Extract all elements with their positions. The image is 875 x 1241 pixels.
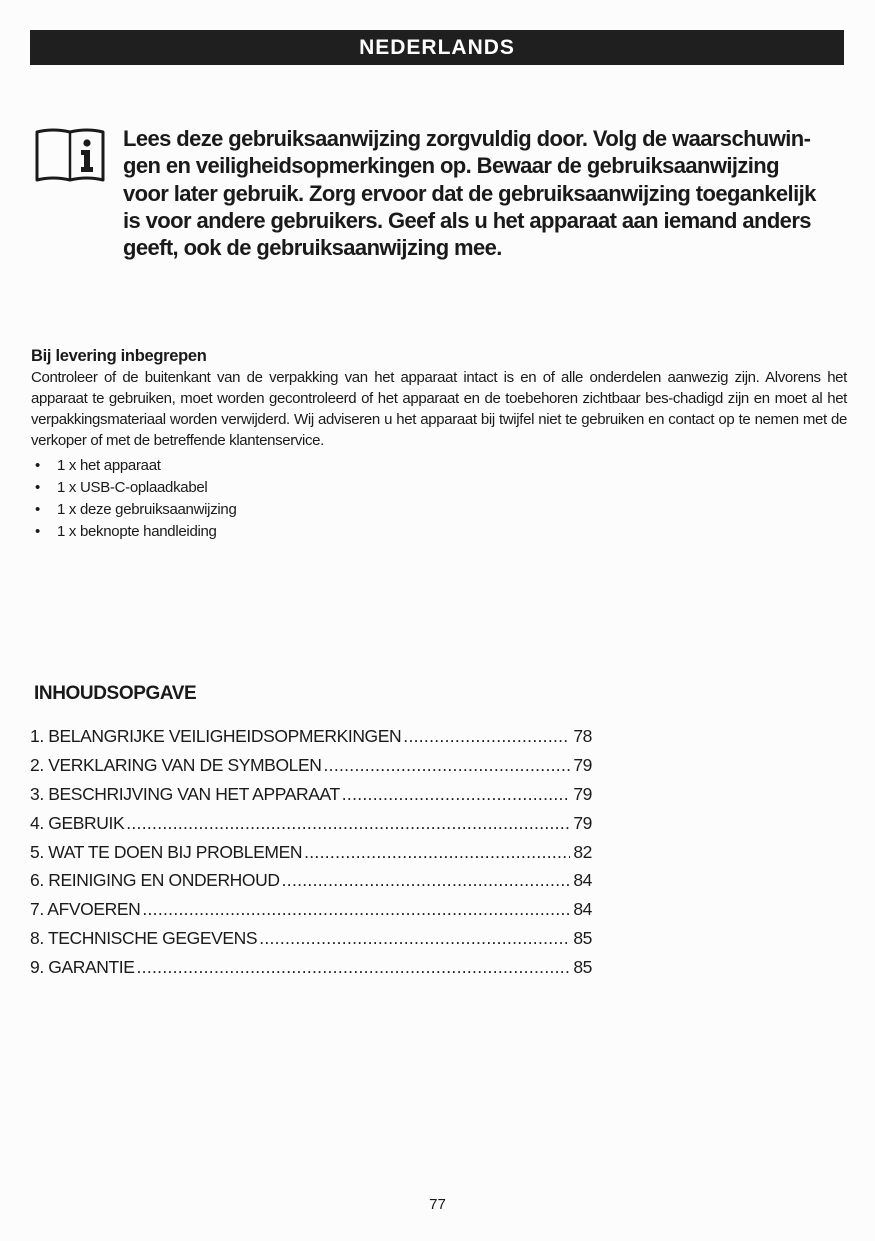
toc-entry[interactable]	[30, 928, 592, 957]
notice-line: voor later gebruik. Zorg ervoor dat de gebruiksaanwijzing toegankelijk	[123, 180, 816, 206]
toc-entry-label: 1. BELANGRIJKE VEILIGHEIDSOPMERKINGEN	[30, 726, 402, 746]
included-body: Controleer of de buitenkant van de verpakking van het apparaat intact is en of alle onderdelen aanwezig zijn. Alvorens het apparaat te gebruiken, moet worden gecontroleerd of het apparaat en de toebehoren zichtbaar bes-chadigd zijn en moet al het verpakkingsmateriaal worden verwijderd. Wij adviseren u het apparaat bij twijfel niet te gebruiken en contact op te nemen met de verkoper of met de betreffende klantenservice.	[31, 369, 847, 449]
language-header	[30, 30, 844, 65]
toc-entry-label: 3. BESCHRIJVING VAN HET APPARAAT	[30, 783, 340, 804]
notice-text	[123, 125, 849, 261]
bullet-icon: •	[35, 501, 40, 518]
item-label: 1 x deze gebruiksaanwijzing	[57, 501, 237, 518]
dot-leader	[342, 784, 571, 805]
toc-entry-label: 2. VERKLARING VAN DE SYMBOLEN	[30, 754, 322, 775]
toc-entry-page: 79	[573, 812, 592, 833]
toc-entry-label: 7. AFVOEREN	[30, 899, 141, 920]
dot-leader	[403, 726, 570, 747]
list-item	[31, 477, 847, 499]
toc-heading: INHOUDSOPGAVE	[34, 683, 197, 704]
bullet-icon: •	[35, 457, 40, 474]
info-manual-icon	[34, 127, 106, 183]
list-item	[31, 499, 847, 521]
toc-entry-page: 79	[573, 754, 592, 775]
toc-entry-page: 79	[573, 783, 592, 804]
included-items-list	[31, 455, 847, 543]
toc-entry[interactable]	[30, 784, 592, 813]
included-section	[31, 345, 847, 543]
dot-leader	[304, 842, 570, 863]
toc-entry[interactable]	[30, 870, 592, 899]
list-item	[31, 455, 847, 477]
bullet-icon: •	[35, 479, 40, 496]
toc-entry[interactable]	[30, 957, 592, 986]
dot-leader	[282, 870, 571, 891]
toc-entry-label: 6. REINIGING EN ONDERHOUD	[30, 870, 280, 891]
toc-entry[interactable]	[30, 726, 592, 755]
table-of-contents	[30, 726, 592, 986]
toc-entry-page: 82	[573, 841, 592, 862]
toc-entry-page: 84	[573, 870, 592, 891]
dot-leader	[324, 755, 571, 776]
item-label: 1 x USB-C-oplaadkabel	[57, 479, 208, 496]
toc-entry[interactable]	[30, 755, 592, 784]
notice-line: gen en veiligheidsopmerkingen op. Bewaar de gebruiksaanwijzing	[123, 153, 779, 179]
toc-entry-label: 8. TECHNISCHE GEGEVENS	[30, 928, 258, 949]
toc-entry[interactable]	[30, 842, 592, 871]
toc-entry[interactable]	[30, 899, 592, 928]
toc-entry-label: 4. GEBRUIK	[30, 812, 125, 833]
toc-entry-page: 78	[573, 726, 592, 746]
list-item	[31, 521, 847, 543]
toc-entry-page: 85	[573, 957, 592, 978]
dot-leader	[259, 928, 570, 949]
item-label: 1 x beknopte handleiding	[57, 523, 217, 540]
bullet-icon: •	[35, 523, 40, 540]
page-number: 77	[429, 1196, 446, 1213]
toc-entry[interactable]	[30, 813, 592, 842]
item-label: 1 x het apparaat	[57, 457, 161, 474]
dot-leader	[126, 813, 570, 834]
toc-entry-label: 5. WAT TE DOEN BIJ PROBLEMEN	[30, 841, 303, 862]
included-title: Bij levering inbegrepen	[31, 347, 207, 365]
toc-entry-page: 85	[573, 928, 592, 949]
notice-line: is voor andere gebruikers. Geef als u het apparaat aan iemand anders	[123, 207, 811, 233]
notice-line: geeft, ook de gebruiksaanwijzing mee.	[123, 235, 502, 261]
dot-leader	[142, 899, 570, 920]
dot-leader	[137, 957, 571, 978]
language-title: NEDERLANDS	[359, 36, 515, 59]
toc-entry-page: 84	[573, 899, 592, 920]
toc-entry-label: 9. GARANTIE	[30, 957, 135, 978]
notice-line: Lees deze gebruiksaanwijzing zorgvuldig door. Volg de waarschuwin-	[123, 126, 811, 151]
